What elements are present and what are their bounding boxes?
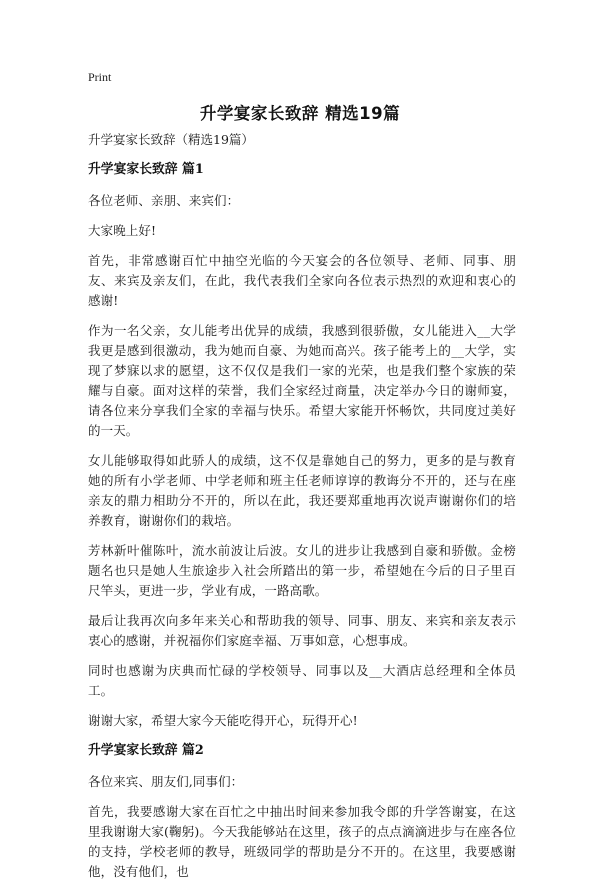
paragraph-salutation: 各位老师、亲朋、来宾们： bbox=[88, 193, 240, 208]
section-1 bbox=[88, 160, 516, 731]
paragraph: 最后让我再次向多年来关心和帮助我的领导、同事、朋友、来宾和亲友表示衷心的感谢，并祝福你们家庭幸福、万事如意，心想事成。 bbox=[88, 613, 516, 648]
paragraph: 作为一名父亲，女儿能考出优异的成绩，我感到很骄傲，女儿能进入__大学我更是感到很激动，我为她而自豪、为她而高兴。孩子能考上的__大学，实现了梦寐以求的愿望，这不仅仅是我们一家的光荣，也是我们整个家族的荣耀与自豪。面对这样的荣誉，我们全家经过商量，决定举办今日的谢师宴，请各位来分享我们全家的幸福与快乐。希望大家能开怀畅饮，共同度过美好的一天。 bbox=[88, 323, 516, 438]
paragraph: 首先，非常感谢百忙中抽空光临的今天宴会的各位领导、老师、同事、朋友、来宾及亲友们，在此，我代表我们全家向各位表示热烈的欢迎和衷心的感谢! bbox=[88, 253, 516, 308]
paragraph: 首先，我要感谢大家在百忙之中抽出时间来参加我令郎的升学答谢宴，在这里我谢谢大家(鞠躬)。今天我能够站在这里，孩子的点点滴滴进步与在座各位的支持，学校老师的教导，班级同学的帮助是分不开的。在这里，我要感谢他，没有他们，也 bbox=[88, 804, 516, 879]
paragraph-closing: 谢谢大家，希望大家今天能吃得开心，玩得开心! bbox=[88, 713, 358, 728]
paragraph: 同时也感谢为庆典而忙碌的学校领导、同事以及__大酒店总经理和全体员工。 bbox=[88, 663, 516, 698]
section-heading: 升学宴家长致辞 篇1 bbox=[88, 162, 204, 177]
page-title: 升学宴家长致辞 精选19篇 bbox=[199, 104, 401, 123]
print-link[interactable]: Print bbox=[88, 70, 112, 84]
document-subtitle: 升学宴家长致辞（精选19篇） bbox=[88, 132, 254, 147]
document-body bbox=[88, 130, 516, 892]
paragraph-salutation: 各位来宾、朋友们,同事们： bbox=[88, 774, 244, 789]
section-heading: 升学宴家长致辞 篇2 bbox=[88, 743, 204, 758]
paragraph: 女儿能够取得如此骄人的成绩，这不仅是靠她自己的努力，更多的是与教育她的所有小学老师、中学老师和班主任老师谆谆的教诲分不开的，还与在座亲友的鼎力相助分不开的，所以在此，我还要郑重地再次说声谢谢你们的培养教育，谢谢你们的栽培。 bbox=[88, 453, 516, 528]
paragraph: 芳林新叶催陈叶，流水前波让后波。女儿的进步让我感到自豪和骄傲。金榜题名也只是她人生旅途步入社会所踏出的第一步，希望她在今后的日子里百尺竿头，更进一步，学业有成，一路高歌。 bbox=[88, 543, 516, 598]
section-2 bbox=[88, 741, 516, 882]
paragraph-greeting: 大家晚上好! bbox=[88, 223, 157, 238]
